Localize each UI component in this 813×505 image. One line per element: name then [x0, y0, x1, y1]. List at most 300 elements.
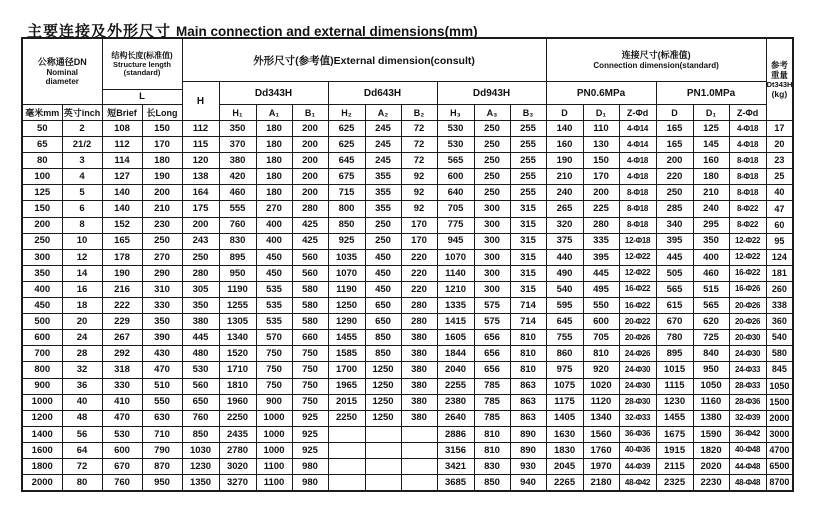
table-cell: 20: [62, 314, 102, 330]
table-row: [22, 233, 793, 249]
table-cell: 750: [256, 346, 292, 362]
table-cell: 895: [219, 249, 256, 265]
table-cell: 3000: [766, 426, 793, 442]
table-cell: 650: [365, 314, 401, 330]
table-cell: 2780: [219, 442, 256, 458]
table-cell: 335: [583, 233, 619, 249]
header-dd643h: Dd643H: [328, 82, 437, 105]
column-header: D: [546, 105, 583, 121]
table-row: [22, 394, 793, 410]
table-cell: 2180: [583, 475, 619, 492]
table-cell: 1380: [693, 410, 729, 426]
table-cell: 8: [62, 217, 102, 233]
header-structure-length: [102, 38, 182, 105]
table-cell: 72: [62, 458, 102, 474]
table-cell: 555: [219, 201, 256, 217]
table-cell: 355: [365, 169, 401, 185]
table-cell: 12-Φ22: [729, 233, 766, 249]
table-cell: 760: [102, 475, 142, 492]
structure-length-label-en2: (standard): [123, 68, 161, 77]
table-cell: 65: [22, 137, 62, 153]
table-cell: 24: [62, 330, 102, 346]
table-cell: 755: [546, 330, 583, 346]
table-cell: 200: [22, 217, 62, 233]
table-cell: 1230: [182, 458, 219, 474]
table-cell: 595: [546, 298, 583, 314]
table-cell: 8-Φ18: [729, 169, 766, 185]
header-connection-dimension: [546, 38, 766, 82]
table-cell: 1190: [219, 281, 256, 297]
table-cell: [328, 426, 365, 442]
connection-dimension-label-en: Connection dimension(standard): [593, 61, 719, 70]
table-cell: 1415: [437, 314, 474, 330]
table-cell: 1560: [583, 426, 619, 442]
table-cell: 355: [365, 201, 401, 217]
table-cell: 810: [510, 330, 546, 346]
table-cell: 115: [182, 137, 219, 153]
table-cell: 12-Φ22: [729, 249, 766, 265]
table-cell: 8-Φ18: [729, 153, 766, 169]
table-cell: 350: [22, 265, 62, 281]
table-cell: 620: [693, 314, 729, 330]
table-cell: 1000: [22, 394, 62, 410]
table-cell: 1400: [22, 426, 62, 442]
table-cell: 560: [292, 265, 328, 281]
table-cell: 375: [546, 233, 583, 249]
table-cell: 44-Φ39: [619, 458, 656, 474]
table-cell: 580: [766, 346, 793, 362]
table-cell: 1965: [328, 378, 365, 394]
table-cell: 16-Φ22: [619, 281, 656, 297]
table-cell: 40-Φ36: [619, 442, 656, 458]
table-cell: 250: [365, 233, 401, 249]
table-cell: 1455: [328, 330, 365, 346]
table-cell: 1075: [546, 378, 583, 394]
table-row: [22, 169, 793, 185]
table-cell: 1000: [256, 410, 292, 426]
table-cell: 1070: [437, 249, 474, 265]
table-cell: 850: [474, 475, 510, 492]
table-cell: 2250: [219, 410, 256, 426]
table-cell: 1500: [766, 394, 793, 410]
table-cell: 1700: [328, 362, 365, 378]
table-cell: [401, 458, 437, 474]
table-cell: 1340: [583, 410, 619, 426]
table-cell: 600: [437, 169, 474, 185]
table-cell: 2380: [437, 394, 474, 410]
table-cell: 790: [142, 442, 182, 458]
table-cell: 560: [182, 378, 219, 394]
table-row: [22, 185, 793, 201]
table-cell: 48-Φ48: [729, 475, 766, 492]
table-cell: 785: [474, 394, 510, 410]
table-cell: 470: [102, 410, 142, 426]
table-cell: 4-Φ18: [729, 121, 766, 137]
table-body: [22, 121, 793, 492]
table-cell: 180: [256, 137, 292, 153]
table-cell: 1455: [656, 410, 693, 426]
table-cell: 4-Φ14: [619, 137, 656, 153]
table-cell: 12-Φ22: [619, 265, 656, 281]
table-cell: 810: [474, 442, 510, 458]
table-cell: 280: [583, 217, 619, 233]
table-cell: 705: [437, 201, 474, 217]
table-cell: 12-Φ18: [619, 233, 656, 249]
table-cell: [328, 475, 365, 492]
table-cell: 138: [182, 169, 219, 185]
table-cell: 925: [292, 442, 328, 458]
table-cell: 2040: [437, 362, 474, 378]
table-cell: 395: [656, 233, 693, 249]
table-cell: 710: [142, 426, 182, 442]
table-cell: 216: [102, 281, 142, 297]
table-cell: 870: [142, 458, 182, 474]
table-cell: 60: [766, 217, 793, 233]
table-cell: 2000: [22, 475, 62, 492]
table-cell: 420: [219, 169, 256, 185]
table-cell: 380: [401, 330, 437, 346]
table-cell: 925: [292, 426, 328, 442]
table-cell: 450: [256, 249, 292, 265]
table-cell: 285: [656, 201, 693, 217]
table-cell: 125: [693, 121, 729, 137]
table-cell: 895: [656, 346, 693, 362]
table-cell: 450: [365, 281, 401, 297]
table-cell: 190: [142, 169, 182, 185]
column-header: A₃: [474, 105, 510, 121]
table-cell: 810: [474, 426, 510, 442]
table-cell: 1970: [583, 458, 619, 474]
table-cell: 1200: [22, 410, 62, 426]
table-cell: 175: [182, 201, 219, 217]
structure-length-label-en1: Structure length: [113, 59, 171, 69]
table-cell: 114: [102, 153, 142, 169]
table-cell: 1100: [256, 458, 292, 474]
nominal-diameter-label-en1: Nominal: [46, 68, 79, 77]
table-cell: 160: [693, 153, 729, 169]
reference-weight-label-zh1: 参考: [770, 60, 788, 70]
table-cell: 1290: [328, 314, 365, 330]
table-cell: 36-Φ36: [619, 426, 656, 442]
reference-weight-label-zh2: 重量: [770, 70, 788, 80]
table-cell: 400: [693, 249, 729, 265]
table-cell: 165: [656, 137, 693, 153]
table-cell: 108: [102, 121, 142, 137]
table-cell: 670: [102, 458, 142, 474]
table-cell: 890: [510, 426, 546, 442]
column-header: H₃: [437, 105, 474, 121]
table-cell: 24-Φ30: [729, 346, 766, 362]
table-cell: 20-Φ26: [729, 314, 766, 330]
table-cell: 575: [474, 314, 510, 330]
table-cell: [365, 475, 401, 492]
table-cell: 2115: [656, 458, 693, 474]
table-cell: 1350: [182, 475, 219, 492]
table-cell: 24-Φ33: [729, 362, 766, 378]
table-cell: 180: [693, 169, 729, 185]
table-cell: 450: [365, 265, 401, 281]
table-cell: 229: [102, 314, 142, 330]
table-cell: 1250: [328, 298, 365, 314]
table-cell: 5: [62, 185, 102, 201]
table-cell: 315: [510, 281, 546, 297]
table-cell: 2045: [546, 458, 583, 474]
table-cell: 1000: [256, 442, 292, 458]
table-cell: 44-Φ48: [729, 458, 766, 474]
table-cell: 1915: [656, 442, 693, 458]
table-cell: 425: [292, 233, 328, 249]
table-cell: 315: [510, 249, 546, 265]
table-cell: 785: [474, 378, 510, 394]
table-cell: 16-Φ22: [729, 265, 766, 281]
table-cell: 2435: [219, 426, 256, 442]
table-cell: 1000: [256, 426, 292, 442]
table-cell: 265: [546, 201, 583, 217]
table-cell: 570: [256, 330, 292, 346]
table-cell: 250: [474, 137, 510, 153]
table-cell: 170: [583, 169, 619, 185]
table-cell: 250: [182, 249, 219, 265]
table-cell: 565: [656, 281, 693, 297]
structure-length-symbol: L: [103, 89, 182, 104]
table-row: [22, 281, 793, 297]
table-cell: 250: [474, 153, 510, 169]
table-cell: 225: [583, 201, 619, 217]
table-cell: 180: [256, 185, 292, 201]
table-cell: 925: [292, 410, 328, 426]
table-cell: 240: [693, 201, 729, 217]
table-cell: 625: [328, 137, 365, 153]
structure-length-label-zh: 结构长度(标准值): [111, 50, 173, 60]
table-cell: 330: [102, 378, 142, 394]
table-cell: [328, 442, 365, 458]
page-title-english: Main connection and external dimensions(mm): [176, 24, 478, 39]
table-cell: [328, 458, 365, 474]
table-cell: 1140: [437, 265, 474, 281]
table-cell: 240: [546, 185, 583, 201]
column-header: D₁: [693, 105, 729, 121]
table-cell: 580: [292, 281, 328, 297]
table-cell: 1630: [546, 426, 583, 442]
table-cell: 318: [102, 362, 142, 378]
table-cell: 505: [656, 265, 693, 281]
table-cell: 1710: [219, 362, 256, 378]
table-row: [22, 153, 793, 169]
table-cell: 8-Φ22: [729, 217, 766, 233]
table-cell: 267: [102, 330, 142, 346]
table-cell: 48-Φ42: [619, 475, 656, 492]
table-cell: 1255: [219, 298, 256, 314]
table-cell: 270: [142, 249, 182, 265]
table-cell: 1844: [437, 346, 474, 362]
table-cell: 180: [142, 153, 182, 169]
table-cell: 390: [142, 330, 182, 346]
table-cell: 600: [22, 330, 62, 346]
table-cell: 1590: [693, 426, 729, 442]
table-cell: 320: [546, 217, 583, 233]
reference-weight-model: Dt343H: [766, 80, 793, 89]
table-cell: 540: [546, 281, 583, 297]
table-cell: 210: [693, 185, 729, 201]
table-cell: 72: [401, 153, 437, 169]
table-cell: 675: [328, 169, 365, 185]
table-cell: 515: [693, 281, 729, 297]
table-cell: 200: [292, 153, 328, 169]
table-cell: [365, 442, 401, 458]
table-cell: 400: [256, 217, 292, 233]
table-cell: 350: [142, 314, 182, 330]
table-cell: 625: [328, 121, 365, 137]
table-cell: 2265: [546, 475, 583, 492]
table-cell: 400: [22, 281, 62, 297]
table-cell: 127: [102, 169, 142, 185]
table-cell: 4-Φ14: [619, 121, 656, 137]
table-cell: 700: [22, 346, 62, 362]
table-cell: 714: [510, 298, 546, 314]
table-cell: 650: [182, 394, 219, 410]
table-cell: 315: [510, 233, 546, 249]
table-cell: 300: [474, 249, 510, 265]
table-cell: 1340: [219, 330, 256, 346]
table-cell: 830: [219, 233, 256, 249]
table-cell: 300: [22, 249, 62, 265]
table-cell: 1305: [219, 314, 256, 330]
column-header: A₂: [365, 105, 401, 121]
table-cell: 980: [292, 475, 328, 492]
table-cell: 850: [365, 330, 401, 346]
table-row: [22, 137, 793, 153]
table-cell: 1600: [22, 442, 62, 458]
table-cell: 245: [365, 153, 401, 169]
table-cell: 280: [182, 265, 219, 281]
table-cell: 1190: [328, 281, 365, 297]
table-cell: 810: [510, 346, 546, 362]
table-cell: 2015: [328, 394, 365, 410]
table-cell: 243: [182, 233, 219, 249]
table-cell: 615: [656, 298, 693, 314]
table-cell: 255: [510, 153, 546, 169]
table-cell: 535: [256, 281, 292, 297]
table-cell: 340: [656, 217, 693, 233]
table-cell: 64: [62, 442, 102, 458]
table-cell: 310: [142, 281, 182, 297]
table-cell: 1960: [219, 394, 256, 410]
table-cell: 220: [401, 281, 437, 297]
table-cell: 170: [401, 217, 437, 233]
table-cell: 4700: [766, 442, 793, 458]
table-cell: 220: [656, 169, 693, 185]
table-cell: 24-Φ30: [619, 378, 656, 394]
table-cell: 355: [365, 185, 401, 201]
table-cell: 140: [102, 201, 142, 217]
table-cell: 440: [546, 249, 583, 265]
table-cell: 580: [292, 298, 328, 314]
table-cell: 315: [510, 265, 546, 281]
table-cell: 230: [142, 217, 182, 233]
table-cell: 645: [546, 314, 583, 330]
table-cell: 305: [182, 281, 219, 297]
table-cell: 8-Φ18: [619, 201, 656, 217]
table-cell: 450: [22, 298, 62, 314]
table-cell: 145: [693, 137, 729, 153]
table-cell: 20-Φ30: [729, 330, 766, 346]
table-cell: 245: [365, 137, 401, 153]
table-cell: 380: [401, 394, 437, 410]
table-cell: 4: [62, 169, 102, 185]
table-cell: 940: [510, 475, 546, 492]
table-cell: 810: [510, 362, 546, 378]
table-cell: 280: [292, 201, 328, 217]
table-cell: 1160: [693, 394, 729, 410]
nominal-diameter-label-zh: 公称通径DN: [37, 57, 87, 67]
table-cell: 12: [62, 249, 102, 265]
column-header: 毫米mm: [22, 105, 62, 121]
table-cell: 12-Φ22: [619, 249, 656, 265]
table-cell: 460: [693, 265, 729, 281]
table-cell: 1035: [328, 249, 365, 265]
table-cell: 6500: [766, 458, 793, 474]
table-cell: 656: [474, 330, 510, 346]
table-cell: 36: [62, 378, 102, 394]
table-cell: 660: [292, 330, 328, 346]
table-cell: 24-Φ26: [619, 346, 656, 362]
table-row: [22, 298, 793, 314]
table-cell: 450: [365, 249, 401, 265]
table-cell: 750: [292, 394, 328, 410]
table-cell: 260: [766, 281, 793, 297]
table-cell: 370: [219, 137, 256, 153]
page-title-chinese: 主要连接及外形尺寸: [27, 23, 172, 40]
table-cell: 40: [766, 185, 793, 201]
table-cell: 863: [510, 378, 546, 394]
table-cell: 210: [546, 169, 583, 185]
table-cell: 1100: [256, 475, 292, 492]
table-cell: 575: [474, 298, 510, 314]
table-cell: 28: [62, 346, 102, 362]
table-cell: 445: [182, 330, 219, 346]
header-nominal-diameter: [22, 38, 102, 105]
table-cell: 350: [219, 121, 256, 137]
column-header: B₃: [510, 105, 546, 121]
table-cell: 950: [142, 475, 182, 492]
table-cell: 170: [142, 137, 182, 153]
table-cell: 1760: [583, 442, 619, 458]
table-cell: 1175: [546, 394, 583, 410]
table-cell: 4-Φ18: [619, 153, 656, 169]
table-cell: 863: [510, 394, 546, 410]
table-cell: 480: [182, 346, 219, 362]
table-cell: 2020: [693, 458, 729, 474]
table-cell: 250: [365, 217, 401, 233]
table-cell: 565: [693, 298, 729, 314]
table-cell: 445: [656, 249, 693, 265]
table-cell: 400: [256, 233, 292, 249]
table-cell: [401, 475, 437, 492]
table-cell: 72: [401, 121, 437, 137]
table-cell: 190: [546, 153, 583, 169]
header-dd943h: Dd943H: [437, 82, 546, 105]
table-cell: 255: [510, 185, 546, 201]
table-cell: 900: [256, 394, 292, 410]
table-cell: 565: [437, 153, 474, 169]
table-row: [22, 217, 793, 233]
table-cell: 1810: [219, 378, 256, 394]
table-cell: 50: [22, 121, 62, 137]
table-cell: 2230: [693, 475, 729, 492]
table-cell: 170: [401, 233, 437, 249]
table-cell: 40: [62, 394, 102, 410]
table-cell: 535: [256, 314, 292, 330]
